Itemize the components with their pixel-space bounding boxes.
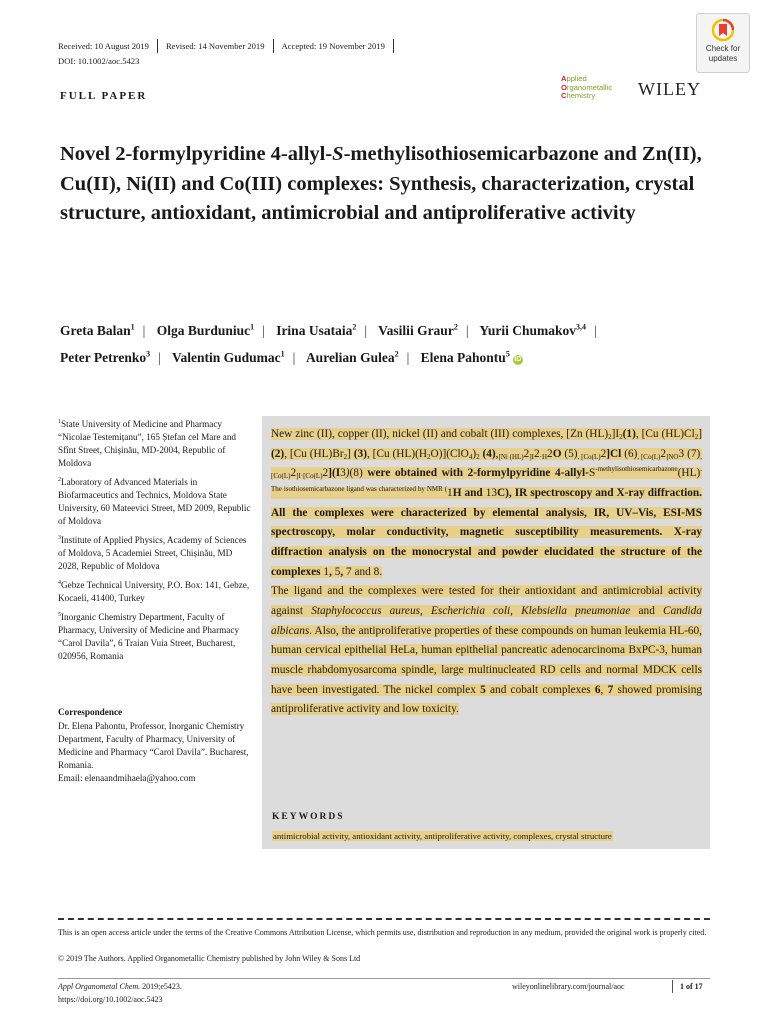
abstract [271, 425, 702, 720]
author-separator: | [594, 322, 597, 338]
author-affiliation-number: 5 [505, 349, 510, 359]
divider [393, 39, 394, 53]
affiliation-item: $^5$Inorganic Chemistry Department, Faculty of Pharmacy, University of Medicine and Pharmacy “Carol Davila”, 6 Traian Vuia Street, Bucharest, 020956, Romania [58, 612, 240, 662]
affiliation-item: $^3$Institute of Applied Physics, Academy of Sciences of Moldova, 5 Academiei Street, Chișinău, MD 2028, Republic of Moldova [58, 535, 247, 572]
author-separator: | [406, 350, 410, 365]
bookmark-icon [712, 19, 734, 43]
author-name: Elena Pahontu$^5$iD [420, 349, 522, 365]
check-updates-line2: updates [708, 54, 738, 63]
journal-citation: Appl Organometal Chem. 2019;e5423. [58, 982, 182, 991]
check-for-updates-button[interactable] [696, 13, 750, 73]
author-name: Olga Burduniuc$^1$ [156, 322, 255, 338]
author-separator: | [465, 322, 469, 338]
author-separator: | [142, 322, 146, 338]
author-affiliation-number: 1 [250, 322, 255, 331]
abstract-paragraph-2 [271, 582, 702, 720]
author-separator: | [364, 322, 368, 338]
journal-logo[interactable] [561, 75, 612, 101]
author-affiliation-number: 3,4 [576, 322, 587, 331]
abstract-paragraph-1 [271, 425, 702, 582]
author-name: Vasilii Graur$^2$ [378, 322, 458, 338]
keywords-heading: KEYWORDS [272, 812, 345, 822]
journal-logo-line1: Applied [561, 74, 587, 83]
author-list [60, 315, 710, 370]
orcid-icon[interactable]: iD [514, 356, 522, 363]
abstract-highlight: The ligand and the complexes were tested for their antioxidant and antimicrobial activity against Staphylococcus aureus, Escherichia coli, Klebsiella pneumoniae and Candida albicans. Also, the antiproliferative properties of these compounds on human leukemia HL-60, human cervical epithelial HeLa, human epithelial pancreatic adenocarcinoma BxPC-3, human muscle rhabdomyosarcoma spindle, large multinucleated RD cells and normal MDCK cells have been investigated. The nickel complex 5 and cobalt complexes 6, 7 showed promising antiproliferative activity and low toxicity. [271, 585, 702, 716]
publisher-logo[interactable]: WILEY [638, 79, 701, 99]
accepted-date: Accepted: 19 November 2019 [281, 41, 385, 51]
article-title: Novel 2-formylpyridine 4-allyl-S-methylisothiosemicarbazone and Zn(II), Cu(II), Ni(II) and Co(III) complexes: Synthesis, characterization, crystal structure, antioxidant, antimicrobial and antiproliferative activity [60, 143, 702, 224]
author-name: Valentin Gudumac$^1$ [171, 349, 285, 365]
footer-rule [58, 978, 710, 979]
divider [157, 39, 158, 53]
footer-divider [58, 918, 710, 920]
author-affiliation-number: 2 [394, 349, 399, 359]
check-updates-line1: Check for [705, 44, 741, 53]
affiliations [58, 416, 253, 667]
author-affiliation-number: 1 [280, 349, 285, 359]
doi-link[interactable]: https://doi.org/10.1002/aoc.5423 [58, 995, 163, 1004]
correspondence-heading: Correspondence [58, 707, 123, 717]
abstract-highlight: New zinc (II), copper (II), nickel (II) and cobalt (III) complexes, [Zn $(HL)_2]I_2(1)$, [Cu $(HL)Cl_2$] (2), [Cu $(HL)Br_2$] (3), [Cu $(HL)(H_2O)](ClO_4)_2$ $(4),_{[Ni (HL)}2_{]I}2_{\cdot H}2O$ $(5)_{, [Co(L)}2]Cl$ $(6)_{, [Co(L)}2_{]NO}3$ $(7)_{, [Co(L)}2_{]I\cdot[Co(L)}2](I3)(8)$ were obtained with 2-formylpyridine $4-allyl-S^{-methylisothiosemicarbazone}(HL)^{. The isothiosemicarbazone ligand was characterized by NMR (}1H$ and 13C), IR spectroscopy and X-ray diffraction. All the complexes were characterized by elemental analysis, IR, UV–Vis, ESI-MS spectroscopy, molar conductivity, magnetic susceptibility measurements. X-ray diffraction analysis on the monocrystal and powder elucidated the structure of the complexes 1, 5, 7 and 8. [271, 428, 702, 578]
correspondence-email[interactable]: Email: elenaandmihaela@yahoo.com [58, 773, 196, 783]
affiliation-item: $^2$Laboratory of Advanced Materials in Biofarmaceutics and Technics, Moldova State University, 60 Mateevici Street, MD 2009, Republic of Moldova [58, 477, 251, 527]
divider [273, 39, 274, 53]
journal-site-link[interactable]: wileyonlinelibrary.com/journal/aoc [512, 982, 625, 991]
author-affiliation-number: 1 [130, 322, 135, 331]
author-affiliation-number: 2 [352, 322, 357, 331]
keywords: antimicrobial activity, antioxidant activity, antiproliferative activity, complexes, crystal structure [273, 831, 612, 841]
author-separator: | [158, 350, 161, 365]
author-separator: | [292, 350, 296, 365]
journal-logo-line3: Chemistry [561, 91, 596, 101]
correspondence-text: Dr. Elena Pahontu, Professor, Inorganic Chemistry Department, Faculty of Pharmacy, University of Medicine and Pharmacy “Carol Davila”. Bucharest, Romania. [58, 721, 249, 770]
affiliation-item: $^4$Gebze Technical University, P.O. Box: 141, Gebze, Kocaeli, 41400, Turkey [58, 580, 250, 604]
author-affiliation-number: 3 [146, 349, 151, 359]
author-name: Irina Usataia$^2$ [276, 322, 357, 338]
author-name: Peter Petrenko$^3$ [60, 349, 151, 365]
divider [672, 980, 673, 993]
copyright-text: © 2019 The Authors. Applied Organometallic Chemistry published by John Wiley & Sons Ltd [58, 954, 361, 963]
author-affiliation-number: 2 [453, 322, 458, 331]
doi-top[interactable]: DOI: 10.1002/aoc.5423 [58, 56, 140, 66]
revised-date: Revised: 14 November 2019 [165, 41, 265, 51]
journal-logo-line2: Organometallic [561, 82, 613, 92]
license-text: This is an open access article under the terms of the Creative Commons Attribution License, which permits use, distribution and reproduction in any medium, provided the original work is properly cited. [58, 928, 707, 937]
article-dates [58, 39, 402, 53]
author-separator: | [262, 322, 265, 338]
author-name: Yurii Chumakov$^{3,4}$ [479, 322, 587, 338]
author-name: Aurelian Gulea$^2$ [305, 349, 399, 365]
correspondence [58, 706, 253, 785]
article-type: FULL PAPER [60, 90, 148, 102]
page-number: 1 of 17 [680, 982, 703, 991]
author-name: Greta Balan$^1$ [60, 322, 135, 338]
received-date: Received: 10 August 2019 [58, 41, 149, 51]
affiliation-item: $^1$State University of Medicine and Pharmacy “Nicolae Testemițanu”, 165 Ștefan cel Mare and Sfînt Street, Chișinău, MD-2004, Republic of Moldova [58, 419, 237, 469]
